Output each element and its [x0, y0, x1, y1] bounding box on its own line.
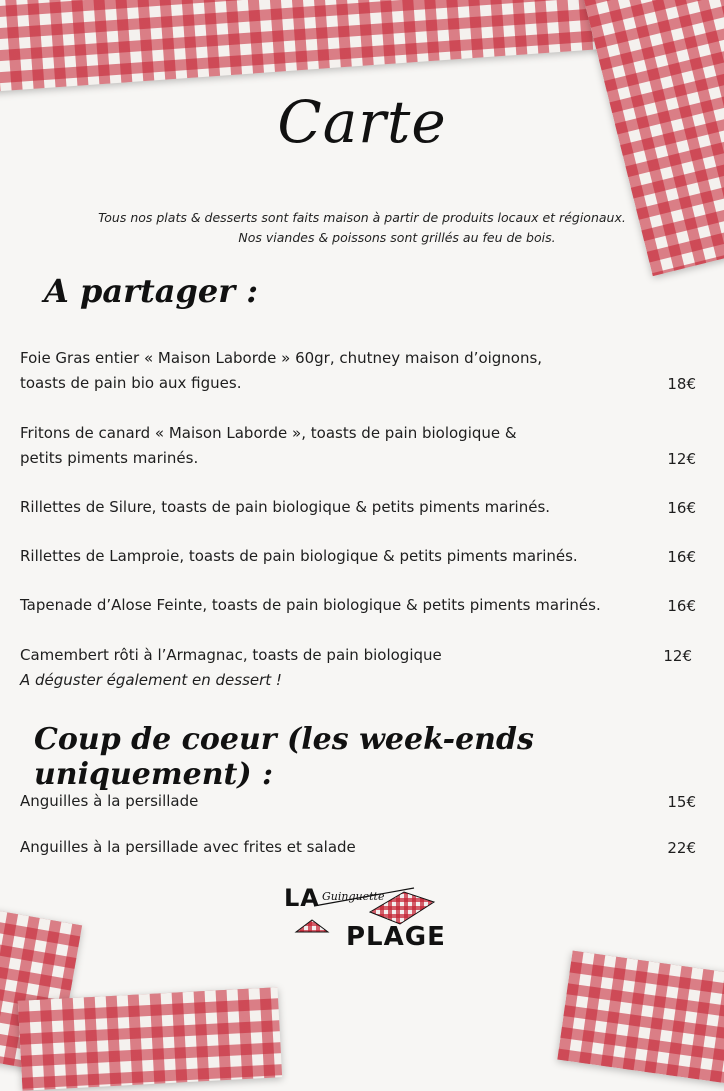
item-line: Foie Gras entier « Maison Laborde » 60gr, chutney maison d’oignons, [20, 349, 543, 367]
section-title-coup-de-coeur: Coup de coeur (les week-ends uniquement) : [34, 722, 534, 792]
menu-item-fritons [20, 421, 696, 471]
page-title: Carte [277, 88, 447, 156]
item-price: 12€ [667, 450, 696, 468]
item-line: toasts de pain bio aux figues. [20, 374, 242, 392]
item-line: Anguilles à la persillade avec frites et salade [20, 838, 356, 856]
item-price: 12€ [663, 647, 692, 665]
item-line: Tapenade d’Alose Feinte, toasts de pain biologique & petits piments marinés. [20, 596, 601, 614]
logo-plage: PLAGE [346, 922, 446, 952]
menu-item-rillettes-silure [20, 495, 696, 520]
logo-guinguette: Guinguette [322, 890, 385, 903]
item-price: 15€ [667, 793, 696, 811]
item-line: petits piments marinés. [20, 449, 199, 467]
intro-line-1: Tous nos plats & desserts sont faits maison à partir de produits locaux et régionaux. [98, 210, 626, 225]
item-price: 16€ [667, 499, 696, 517]
guinguette-la-plage-logo [284, 882, 446, 958]
menu-item-foie-gras [20, 346, 696, 396]
intro-line-2: Nos viandes & poissons sont grillés au feu de bois. [238, 230, 556, 245]
logo-la: LA [284, 884, 320, 912]
menu-item-anguilles [20, 789, 696, 814]
item-line: Anguilles à la persillade [20, 792, 199, 810]
item-price: 22€ [667, 839, 696, 857]
item-price: 16€ [667, 597, 696, 615]
menu-item-camembert [20, 643, 696, 693]
item-price: 16€ [667, 548, 696, 566]
item-note: A déguster également en dessert ! [20, 671, 282, 689]
item-price: 18€ [667, 375, 696, 393]
menu-item-anguilles-frites [20, 835, 696, 860]
menu-item-tapenade [20, 593, 696, 618]
menu-item-rillettes-lamproie [20, 544, 696, 569]
item-line: Fritons de canard « Maison Laborde », toasts de pain biologique & [20, 424, 517, 442]
item-line: Camembert rôti à l’Armagnac, toasts de pain biologique [20, 646, 442, 664]
section-title-a-partager: A partager : [44, 272, 258, 310]
item-line: Rillettes de Lamproie, toasts de pain biologique & petits piments marinés. [20, 547, 578, 565]
intro-text [0, 208, 724, 248]
item-line: Rillettes de Silure, toasts de pain biologique & petits piments marinés. [20, 498, 551, 516]
